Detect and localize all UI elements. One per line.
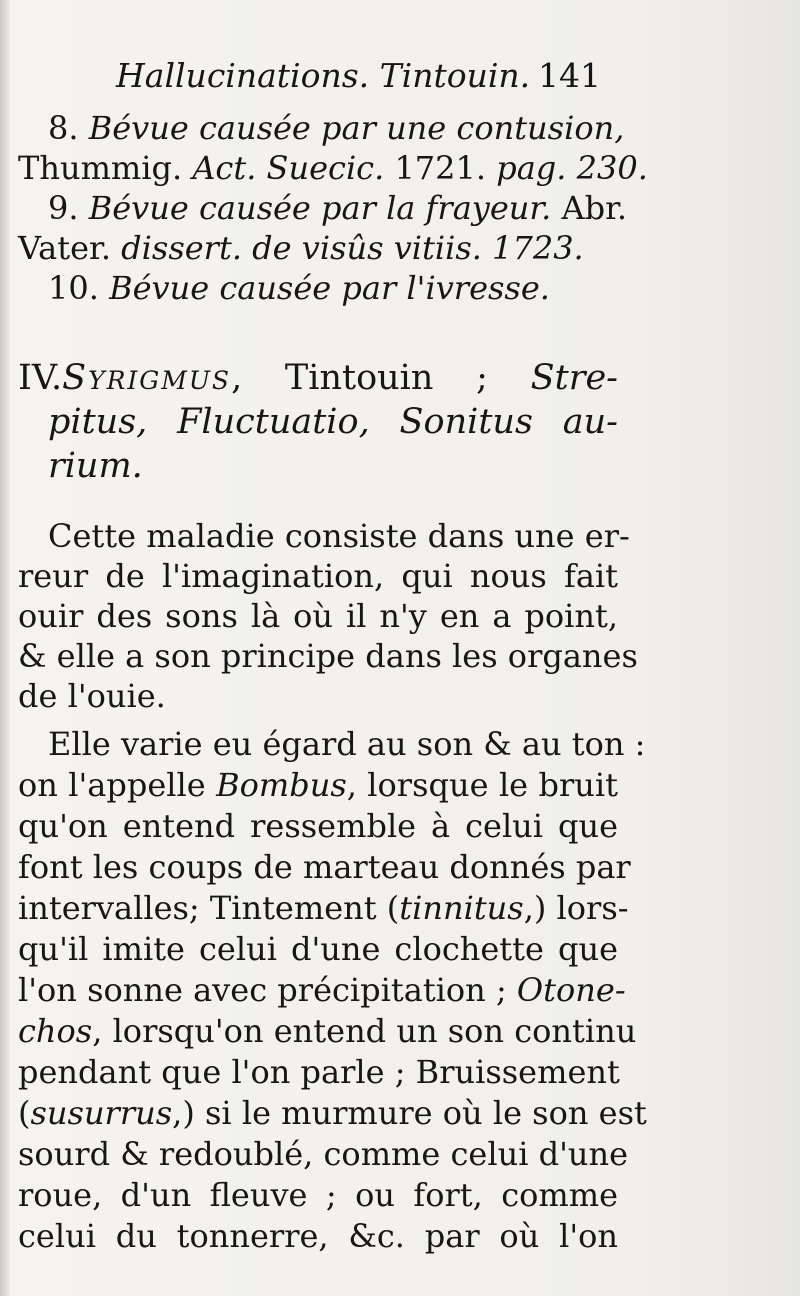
reference-line xyxy=(18,228,618,268)
text-line: on l'appelle Bombus, lorsque le bruit xyxy=(18,766,619,804)
section-heading xyxy=(18,356,618,488)
reference-line xyxy=(18,268,618,308)
reference-line xyxy=(18,148,648,188)
reference-source: Act. Suecic. xyxy=(192,149,385,187)
disease-french-name: , Tintouin ; xyxy=(231,358,488,398)
text-line: Elle varie eu égard au son & au ton : xyxy=(48,725,646,763)
page-gutter-shadow xyxy=(0,0,10,1296)
reference-source: dissert. de visûs vitiis. xyxy=(121,229,482,267)
text-line: qu'il imite celui d'une clochette que xyxy=(18,930,618,968)
text-line: Cette maladie consiste dans une er- xyxy=(48,517,630,555)
text-line: font les coups de marteau donnés par xyxy=(18,848,631,886)
heading-line xyxy=(18,444,618,488)
reference-number: 9. xyxy=(48,189,79,227)
text-line: l'on sonne avec précipitation ; Otone- xyxy=(18,971,626,1009)
reference-number: 10. xyxy=(48,269,99,307)
disease-synonyms: rium. xyxy=(48,446,143,486)
heading-line xyxy=(18,400,618,444)
text-line: chos, lorsqu'on entend un son continu xyxy=(18,1012,637,1050)
reference-text: Bévue causée par la frayeur. xyxy=(88,189,552,227)
paragraph-varieties xyxy=(18,724,647,1257)
text-line: celui du tonnerre, &c. par où l'on xyxy=(18,1217,618,1255)
reference-list xyxy=(18,108,648,308)
text-line: (susurrus,) si le murmure où le son est xyxy=(18,1094,647,1132)
section-numeral: IV. xyxy=(18,358,63,398)
disease-latin-name: Syrigmus xyxy=(62,358,232,398)
reference-abbrev: Abr. xyxy=(561,189,628,227)
text-line: qu'on entend ressemble à celui que xyxy=(18,807,618,845)
reference-line xyxy=(18,108,625,148)
text-line: reur de l'imagination, qui nous fait xyxy=(18,557,618,595)
reference-line xyxy=(18,188,628,228)
running-head xyxy=(20,56,620,106)
text-line: pendant que l'on parle ; Bruissement xyxy=(18,1053,620,1091)
reference-page: pag. 230. xyxy=(496,149,648,187)
page-number: 141 xyxy=(538,56,601,95)
text-line: ouir des sons là où il n'y en a point, xyxy=(18,597,618,635)
paragraph-definition xyxy=(18,516,638,716)
disease-synonyms: Stre- xyxy=(530,358,618,398)
running-head-title: Hallucinations. Tintouin. xyxy=(116,56,531,95)
reference-author: Thummig. xyxy=(18,149,183,187)
text-line: roue, d'un fleuve ; ou fort, comme xyxy=(18,1176,618,1214)
reference-text: Bévue causée par une contusion, xyxy=(88,109,625,147)
disease-synonyms: pitus, Fluctuatio, Sonitus au- xyxy=(48,402,618,442)
reference-year: 1721. xyxy=(394,149,487,187)
reference-number: 8. xyxy=(48,109,79,147)
text-line: sourd & redoublé, comme celui d'une xyxy=(18,1135,629,1173)
text-line: intervalles; Tintement (tinnitus,) lors- xyxy=(18,889,629,927)
text-line: & elle a son principe dans les organes xyxy=(18,637,638,675)
reference-year: 1723. xyxy=(492,229,584,267)
reference-author: Vater. xyxy=(18,229,111,267)
reference-text: Bévue causée par l'ivresse. xyxy=(109,269,550,307)
heading-line xyxy=(18,356,618,400)
text-line: de l'ouie. xyxy=(18,677,166,715)
